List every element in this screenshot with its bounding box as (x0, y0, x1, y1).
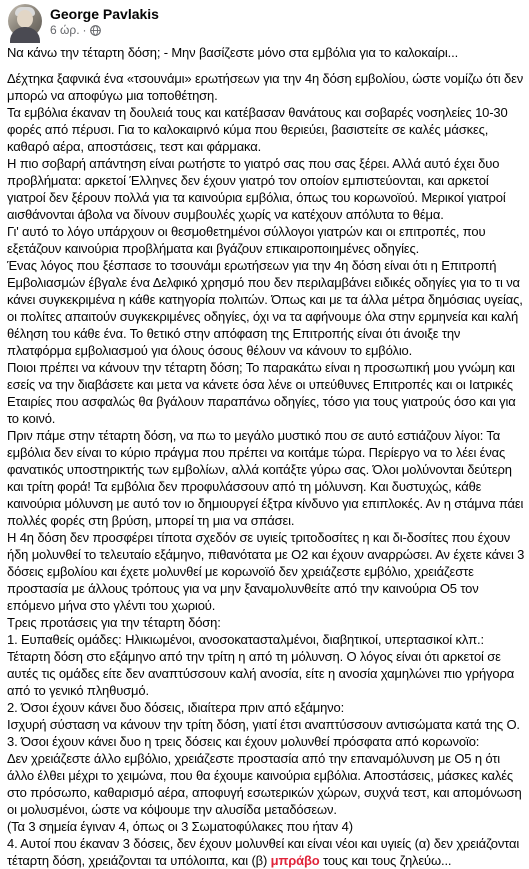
post-paragraph: (Τα 3 σημεία έγιναν 4, όπως οι 3 Σωματοφύλακες που ήταν 4) (7, 819, 353, 834)
post-paragraph: 3. Όσοι έχουν κάνει δυο η τρεις δόσεις και έχουν μολυνθεί πρόσφατα από κορωνοϊο: (7, 734, 480, 749)
post-paragraph: 1. Ευπαθείς ομάδες: Ηλικιωμένοι, ανοσοκατασταλμένοι, διαβητικοί, υπερτασικοί κλπ.: (7, 632, 484, 647)
post-paragraph: Ισχυρή σύσταση να κάνουν την τρίτη δόση, γιατί έτσι αναπτύσσουν αντισώματα κατά της Ο. (7, 717, 520, 732)
post-paragraph: Πριν πάμε στην τέταρτη δόση, να πω το μεγάλο μυστικό που σε αυτό εστιάζουν λίγοι: Τα εμβόλια δεν είναι το κύριο πράγμα που πρέπει να κοιτάμε τώρα. Περίεργο να το λέει ένας φανατικός υποστηρικτής των εμβολίων, αλλά κοιτάξτε γύρω σας. Όλοι μολύνονται δεύτερη και τρίτη φορά! Τα εμβόλια δεν προφυλάσσουν από τη μόλυνση. Και δυστυχώς, κάθε καινούρια μόλυνση με αυτό τον ιο δημιουργεί έξτρα κίνδυνο για επιπλοκές. Αν η στάμνα πάει πολλές φορές στη βρύση, μπορεί τη μια να σπάσει. (7, 428, 524, 528)
author-name[interactable]: George Pavlakis (50, 6, 159, 22)
post-subline (50, 23, 159, 37)
post-paragraph: 2. Όσοι έχουν κάνει δυο δόσεις, ιδιαίτερα πριν από εξάμηνο: (7, 700, 345, 715)
post-paragraph: Ένας λόγος που ξέσπασε το τσουνάμι ερωτήσεων για την 4η δόση είναι ότι η Επιτροπή Εμβολιασμών έβγαλε ένα Δελφικό χρησμό που δεν περιλαμβάνει ειδικές οδηγίες για το τι να κάνει συγκεκριμένα η κάθε κατηγορία πολιτών. Όπως και με τα άλλα μέτρα δημόσιας υγείας, οι πολίτες απαιτούν συγκεκριμένες οδηγίες, όχι να τα αφήνουμε όλα στην ερμηνεία και καλή θέληση του κάθε ένα. Το θετικό στην απόφαση της Επιτροπής είναι ότι άνοιξε την πλατφόρμα εμβολιασμού για όλους όσους θέλουν να κάνουν το εμβόλιο. (7, 258, 523, 358)
author-avatar[interactable] (8, 4, 42, 38)
post-body (7, 44, 525, 869)
post-meta (50, 4, 159, 37)
post-paragraph-last (7, 835, 525, 869)
meta-separator: · (82, 23, 87, 37)
post-paragraph: Η πιο σοβαρή απάντηση είναι ρωτήστε το γιατρό σας που σας ξέρει. Αλλά αυτό έχει δυο προβλήματα: αρκετοί Έλληνες δεν έχουν γιατρό τον οποίον εμπιστεύονται, και αρκετοί γιατροί δεν ξέρουν πολλά για τα καινούρια εμβόλια, όπως του κορωνοϊού. Μερικοί γιατροί αισθάνονται άβολα να δίνουν συμβουλές χωρίς να κατέχουν απόλυτα το θέμα. (7, 156, 506, 222)
post-title-line: Να κάνω την τέταρτη δόση; - Μην βασίζεστε μόνο στα εμβόλια για το καλοκαίρι... (7, 45, 459, 60)
last-text-start: 4. Αυτοί που έκαναν 3 δόσεις, δεν έχουν μολυνθεί και είναι νέοι και υγιείς (α) δεν χρειάζονται τέταρτη δόση, χρειάζονται τα υπόλοιπα, και (β) (7, 836, 520, 868)
highlight-word: μπράβο (270, 853, 320, 868)
post-paragraph: Τα εμβόλια έκαναν τη δουλειά τους και κατέβασαν θανάτους και σοβαρές νοσηλείες 10-30 φορές από πέρυσι. Για το καλοκαιρινό κύμα που θεριεύει, βασιστείτε σε καλές μάσκες, καθαρό αέρα, αποστάσεις, τεστ και φάρμακα. (7, 105, 508, 154)
post-timestamp[interactable]: 6 ώρ. (50, 23, 80, 37)
post-paragraph: Τέταρτη δόση στο εξάμηνο από την τρίτη η από τη μόλυνση. Ο λόγος είναι ότι αρκετοί σε αυτές τις ομάδες είτε δεν αναπτύσσουν καλή ανοσία, είτε η ανοσία χαμηλώνει πιο γρήγορα από το γενικό πληθυσμό. (7, 649, 515, 698)
post-paragraph: Δεν χρειάζεστε άλλο εμβόλιο, χρειάζεστε προστασία από την επαναμόλυνση με Ο5 η ότι άλλο έλθει μέχρι το χειμώνα, που θα έχουμε καινούρια εμβόλια. Αποστάσεις, μάσκες καλές στο πρόσωπο, καθαρισμό αέρα, αποφυγή εσωτερικών χώρων, συχνά τεστ, και απομόνωση οι μολυσμένοι, ώστε να κόψουμε την αλυσίδα μεταδόσεων. (7, 751, 522, 817)
post-paragraph: Τρεις προτάσεις για την τέταρτη δόση: (7, 615, 221, 630)
post-paragraph: Η 4η δόση δεν προσφέρει τίποτα σχεδόν σε υγιείς τριτοδοσίτες η και δι-δοσίτες που έχουν ήδη μολυνθεί το τελευταίο εξάμηνο, πιθανότατα με Ο2 και έχουν αναρρώσει. Αν έχετε κάνει 3 δόσεις εμβολίου και έχετε μολυνθεί με κορωνοϊό δεν χρειάζεστε εμβόλιο, χρειάζεστε προστασία με άλλους τρόπους για να μην ξαναμολυνθείτε από την καινούρια Ο5 τον επόμενο μήνα στο γλέντι του χωριού. (7, 530, 525, 613)
post-paragraph: Ποιοι πρέπει να κάνουν την τέταρτη δόση; Το παρακάτω είναι η προσωπική μου γνώμη και εσείς να την διαβάσετε και μετα να κάνετε όσα λένε οι υπεύθυνες Επιτροπές και οι Ιατρικές Εταιρίες που ασφαλώς θα βγάλουν παραπάνω οδηγίες, τόσο για τους γιατρούς όσο και για το κοινό. (7, 360, 516, 426)
post-header (8, 4, 159, 44)
post-paragraph: Δέχτηκα ξαφνικά ένα «τσουνάμι» ερωτήσεων για την 4η δόση εμβολίου, ώστε νομίζω ότι δεν μπορώ να αποφύγω μια τοποθέτηση. (7, 71, 524, 103)
post-paragraph: Γι' αυτό το λόγο υπάρχουν οι θεσμοθετημένοι σύλλογοι γιατρών και οι επιτροπές, που εξετάζουν καινούρια προβλήματα και βγάζουν επικαιροποιημένες οδηγίες. (7, 224, 486, 256)
globe-icon[interactable] (90, 25, 101, 36)
last-text-end: τους και τους ζηλεύω... (319, 853, 452, 868)
